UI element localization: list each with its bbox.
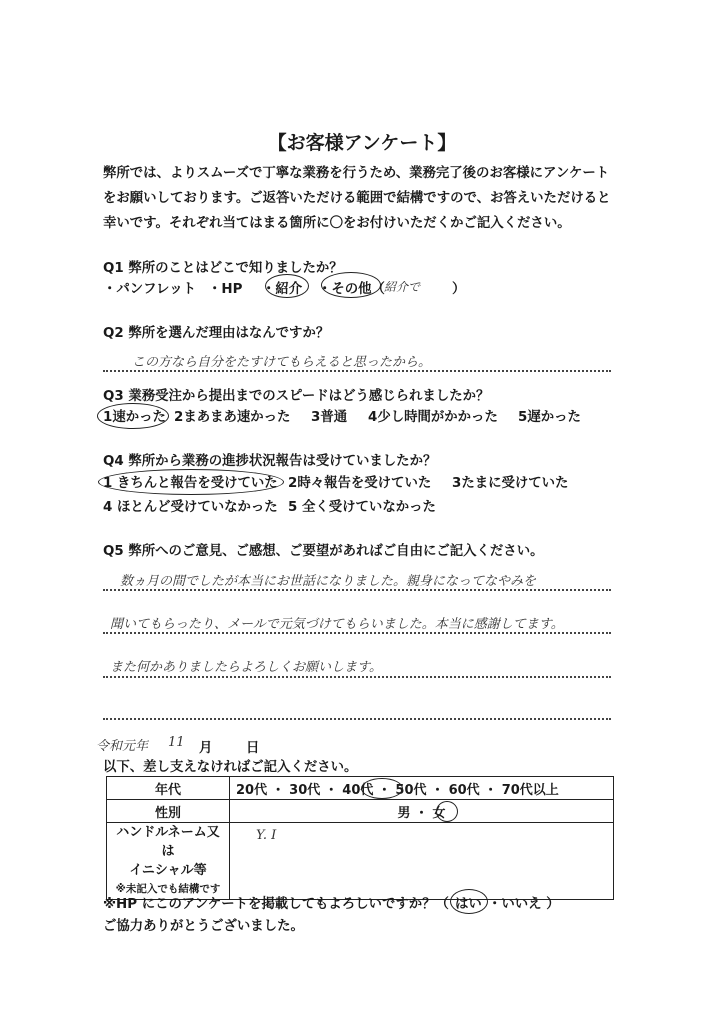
gender-label: 性別	[107, 800, 230, 823]
q1-referral-circle	[265, 274, 309, 298]
handle-label-line-1: ハンドルネーム又は	[116, 825, 220, 859]
q5-dotted-line-1	[103, 589, 611, 591]
q1-other-circle	[321, 272, 381, 298]
date-month-label: 月	[199, 741, 213, 756]
consent-yes[interactable]: はい	[455, 897, 482, 912]
date-era[interactable]: 令和元年	[96, 739, 149, 754]
q1-other-text[interactable]: 紹介で	[384, 280, 421, 294]
age-options[interactable]	[230, 777, 614, 800]
gender-row	[107, 800, 614, 823]
age-row	[107, 777, 614, 800]
q4-option-2[interactable]: 2時々報告を受けていた	[288, 476, 432, 491]
date-day-label: 日	[246, 741, 260, 756]
intro-line-3: 幸いです。それぞれ当てはまる箇所に〇をお付けいただくかご記入ください。	[103, 216, 571, 231]
q2-question: Q2 弊所を選んだ理由はなんですか？	[103, 326, 330, 341]
q1-option-other[interactable]: ・その他（	[318, 282, 385, 297]
intro-line-1: 弊所では、よりスムーズで丁寧な業務を行うため、業務完了後のお客様にアンケート	[103, 166, 610, 181]
age-selected-circle	[361, 778, 403, 799]
handle-note: ※未記入でも結構です	[115, 883, 221, 895]
handle-value: Y. I	[256, 828, 277, 843]
q3-question: Q3 業務受注から提出までのスピードはどう感じられましたか？	[103, 389, 490, 404]
consent-question: ※HP にこのアンケートを掲載してもよろしいですか？（	[103, 897, 449, 912]
q4-option-5[interactable]: 5 全く受けていなかった	[288, 500, 436, 515]
q4-option-4[interactable]: 4 ほとんど受けていなかった	[103, 500, 278, 515]
q3-option-5[interactable]: 5遅かった	[518, 410, 581, 425]
age-label: 年代	[107, 777, 230, 800]
q1-question: Q1 弊所のことはどこで知りましたか？	[103, 261, 343, 276]
gender-options[interactable]	[230, 800, 614, 823]
q1-option-pamphlet[interactable]: ・パンフレット	[103, 282, 197, 297]
q4-selected-circle	[98, 469, 284, 495]
handle-value-cell[interactable]	[230, 823, 614, 900]
q5-answer-line-1[interactable]: 数ヵ月の間でしたが本当にお世話になりました。親身になってなやみを	[120, 574, 537, 589]
closing-text: ご協力ありがとうございました。	[103, 919, 304, 934]
q5-question: Q5 弊所へのご意見、ご感想、ご要望があればご自由にご記入ください。	[103, 544, 544, 559]
age-options-text: 20代 ・ 30代 ・ 40代 ・ 50代 ・ 60代 ・ 70代以上	[236, 782, 559, 798]
q5-answer-line-3[interactable]: また何かありましたらよろしくお願いします。	[110, 660, 382, 675]
gender-selected-circle	[436, 801, 458, 822]
q3-selected-circle	[97, 403, 169, 429]
survey-title: 【お客様アンケート】	[267, 132, 457, 154]
q1-option-hp[interactable]: ・HP	[208, 282, 243, 297]
q2-answer[interactable]: この方なら自分をたすけてもらえると思ったから。	[132, 355, 432, 370]
handle-row	[107, 823, 614, 900]
handle-label-line-2: イニシャル等	[129, 863, 207, 878]
gender-options-text: 男 ・ 女	[397, 805, 446, 821]
q4-question: Q4 弊所から業務の進捗状況報告は受けていましたか？	[103, 454, 437, 469]
intro-line-2: をお願いしております。ご返答いただける範囲で結構ですので、お答えいただけると	[103, 191, 611, 206]
q1-close-paren: ）	[452, 282, 466, 297]
date-month-value[interactable]: 11	[168, 735, 185, 750]
respondent-table	[106, 776, 614, 900]
respondent-lead: 以下、差し支えなければご記入ください。	[103, 760, 358, 775]
consent-no[interactable]: ・いいえ ）	[488, 897, 560, 912]
q5-dotted-line-3	[103, 676, 611, 678]
consent-selected-circle	[450, 889, 488, 914]
q5-dotted-line-4	[103, 718, 611, 720]
q1-option-referral[interactable]: ・紹介	[262, 282, 303, 297]
q3-option-3[interactable]: 3普通	[311, 410, 348, 425]
q4-option-3[interactable]: 3たまに受けていた	[452, 476, 569, 491]
handle-label-cell	[107, 823, 230, 900]
q5-answer-line-2[interactable]: 聞いてもらったり、メールで元気づけてもらいました。本当に感謝してます。	[110, 617, 564, 632]
q3-option-4[interactable]: 4少し時間がかかった	[368, 410, 498, 425]
q4-option-1[interactable]: 1 きちんと報告を受けていた	[103, 476, 278, 491]
q2-answer-line	[103, 370, 611, 372]
q3-option-2[interactable]: 2まあまあ速かった	[174, 410, 291, 425]
q5-dotted-line-2	[103, 632, 611, 634]
q3-option-1[interactable]: 1速かった	[103, 410, 166, 425]
